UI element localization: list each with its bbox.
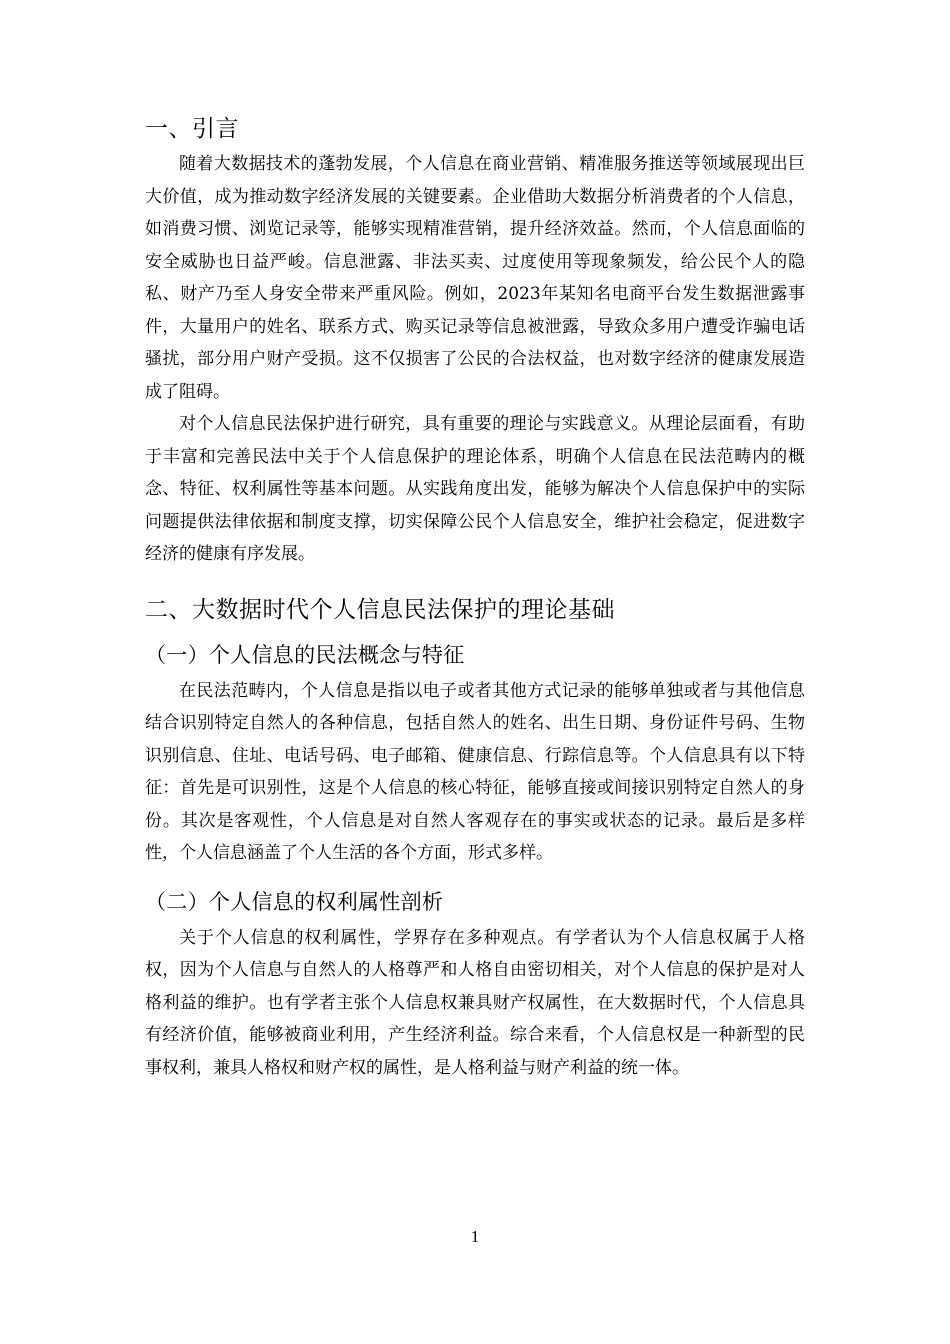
section-heading-introduction: 一、引言 — [145, 116, 239, 142]
paragraph: 在民法范畴内，个人信息是指以电子或者其他方式记录的能够单独或者与其他信息结合识别特定自然人的各种信息，包括自然人的姓名、出生日期、身份证件号码、生物识别信息、住址、电话号码、电子邮箱、健康信息、行踪信息等。个人信息具有以下特征：首先是可识别性，这是个人信息的核心特征，能够直接或间接识别特定自然人的身份。其次是客观性，个人信息是对自然人客观存在的事实或状态的记录。最后是多样性，个人信息涵盖了个人生活的各个方面，形式多样。 — [145, 680, 805, 863]
section-heading-theoretical-basis: 二、大数据时代个人信息民法保护的理论基础 — [145, 596, 615, 623]
page-number: 1 — [470, 1227, 480, 1246]
paragraph: 对个人信息民法保护进行研究，具有重要的理论与实践意义。从理论层面看，有助于丰富和完善民法中关于个人信息保护的理论体系，明确个人信息在民法范畴内的概念、特征、权利属性等基本问题。从实践角度出发，能够为解决个人信息保护中的实际问题提供法律依据和制度支撑，切实保障公民个人信息安全，维护社会稳定，促进数字经济的健康有序发展。 — [145, 414, 805, 564]
page-content — [145, 112, 805, 1084]
paragraph: 随着大数据技术的蓬勃发展，个人信息在商业营销、精准服务推送等领域展现出巨大价值，成为推动数字经济发展的关键要素。企业借助大数据分析消费者的个人信息，如消费习惯、浏览记录等，能够实现精准营销，提升经济效益。然而，个人信息面临的安全威胁也日益严峻。信息泄露、非法买卖、过度使用等现象频发，给公民个人的隐私、财产乃至人身安全带来严重风险。例如，2023年某知名电商平台发生数据泄露事件，大量用户的姓名、联系方式、购买记录等信息被泄露，导致众多用户遭受诈骗电话骚扰，部分用户财产受损。这不仅损害了公民的合法权益，也对数字经济的健康发展造成了阻碍。 — [145, 154, 805, 402]
subsection-heading-rights: （二）个人信息的权利属性剖析 — [145, 889, 444, 914]
paragraph: 关于个人信息的权利属性，学界存在多种观点。有学者认为个人信息权属于人格权，因为个人信息与自然人的人格尊严和人格自由密切相关，对个人信息的保护是对人格利益的维护。也有学者主张个人信息权兼具财产权属性，在大数据时代，个人信息具有经济价值，能够被商业利用，产生经济利益。综合来看，个人信息权是一种新型的民事权利，兼具人格权和财产权的属性，是人格利益与财产利益的统一体。 — [145, 927, 805, 1078]
subsection-heading-concept: （一）个人信息的民法概念与特征 — [145, 642, 465, 667]
